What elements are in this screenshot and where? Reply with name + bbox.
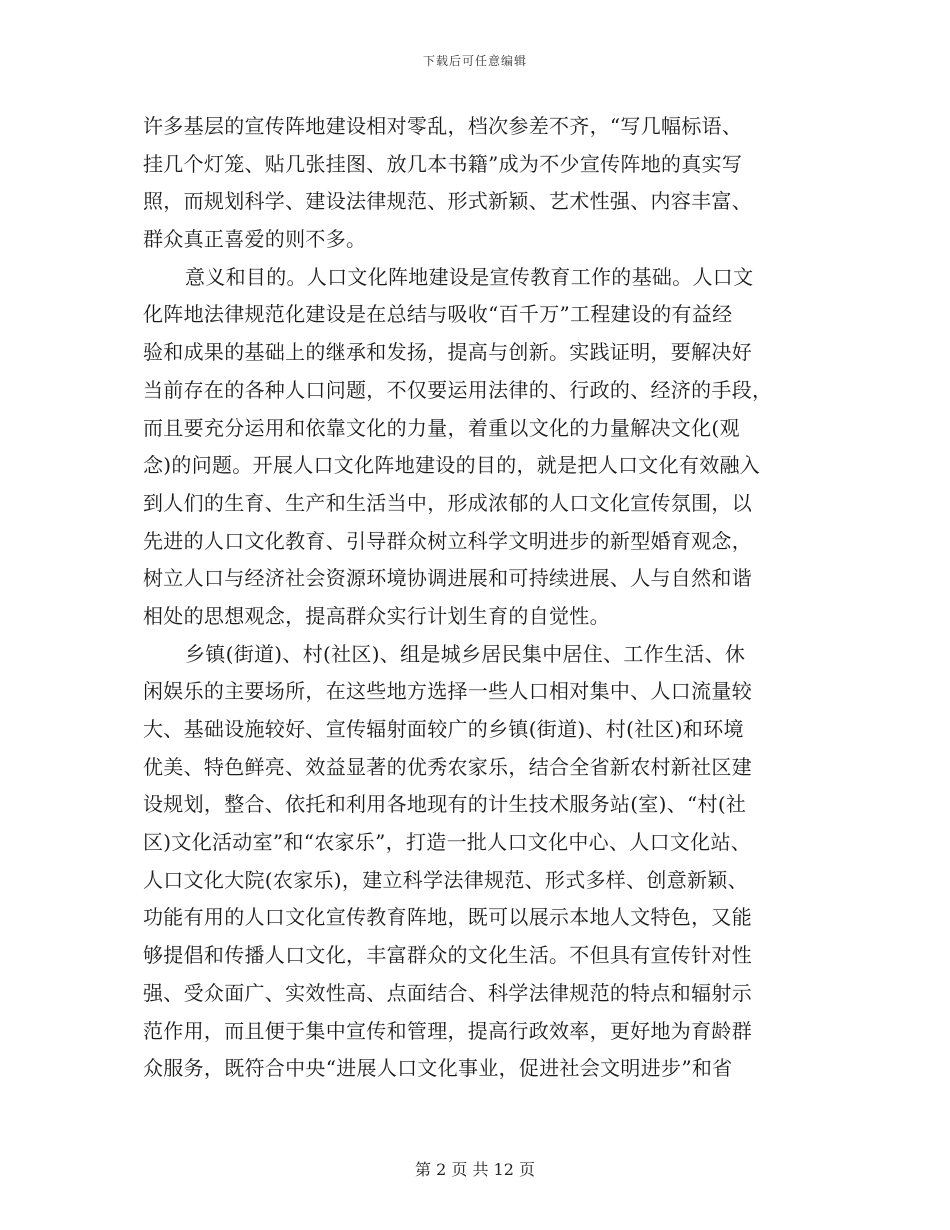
text-line: 闲娱乐的主要场所，在这些地方选择一些人口相对集中、人口流量较 <box>143 679 752 704</box>
page-header: 下载后可任意编辑 <box>422 54 527 68</box>
document-body <box>143 108 815 1088</box>
text-line: 功能有用的人口文化宣传教育阵地，既可以展示本地人文特色，又能 <box>143 905 752 930</box>
text-line: 人口文化大院(农家乐)，建立科学法律规范、形式多样、创意新颖、 <box>143 867 748 892</box>
text-line: 相处的思想观念，提高群众实行计划生育的自觉性。 <box>143 603 610 628</box>
text-line: 照，而规划科学、建设法律规范、形式新颖、艺术性强、内容丰富、 <box>143 189 752 214</box>
text-line: 先进的人口文化教育、引导群众树立科学文明进步的新型婚育观念， <box>143 528 752 553</box>
text-line: 念)的问题。开展人口文化阵地建设的目的，就是把人口文化有效融入 <box>143 453 761 478</box>
text-line: 够提倡和传播人口文化，丰富群众的文化生活。不但具有宣传针对性 <box>143 943 752 968</box>
text-line: 验和成果的基础上的继承和发扬，提高与创新。实践证明，要解决好 <box>143 340 752 365</box>
text-line: 到人们的生育、生产和生活当中，形成浓郁的人口文化宣传氛围，以 <box>143 490 752 515</box>
text-line: 众服务，既符合中央“进展人口文化事业，促进社会文明进步”和省 <box>143 1056 733 1081</box>
text-line: 优美、特色鲜亮、效益显著的优秀农家乐，结合全省新农村新社区建 <box>143 754 752 779</box>
text-line: 范作用，而且便于集中宣传和管理，提高行政效率，更好地为育龄群 <box>143 1018 752 1043</box>
text-line: 强、受众面广、实效性高、点面结合、科学法律规范的特点和辐射示 <box>143 980 752 1005</box>
text-line: 大、基础设施较好、宣传辐射面较广的乡镇(街道)、村(社区)和环境 <box>143 717 744 741</box>
text-line: 群众真正喜爱的则不多。 <box>143 227 367 252</box>
text-line: 乡镇(街道)、村(社区)、组是城乡居民集中居住、工作生活、休 <box>185 641 746 666</box>
text-line: 树立人口与经济社会资源环境协调进展和可持续进展、人与自然和谐 <box>143 566 752 591</box>
text-line: 意义和目的。人口文化阵地建设是宣传教育工作的基础。人口文 <box>185 264 754 289</box>
text-line: 化阵地法律规范化建设是在总结与吸收“百千万”工程建设的有益经 <box>143 302 733 327</box>
text-line: 许多基层的宣传阵地建设相对零乱，档次参差不齐，“写几幅标语、 <box>143 114 743 138</box>
text-line: 当前存在的各种人口问题，不仅要运用法律的、行政的、经济的手段， <box>143 377 773 402</box>
text-line: 区)文化活动室”和“农家乐”，打造一批人口文化中心、人口文化站、 <box>143 830 752 855</box>
page-footer: 第 2 页 共 12 页 <box>415 1160 535 1179</box>
text-line: 而且要充分运用和依靠文化的力量，着重以文化的力量解决文化(观 <box>143 415 740 440</box>
text-line: 挂几个灯笼、贴几张挂图、放几本书籍”成为不少宣传阵地的真实写 <box>143 151 743 176</box>
text-line: 设规划，整合、依托和利用各地现有的计生技术服务站(室)、“村(社 <box>143 792 747 817</box>
